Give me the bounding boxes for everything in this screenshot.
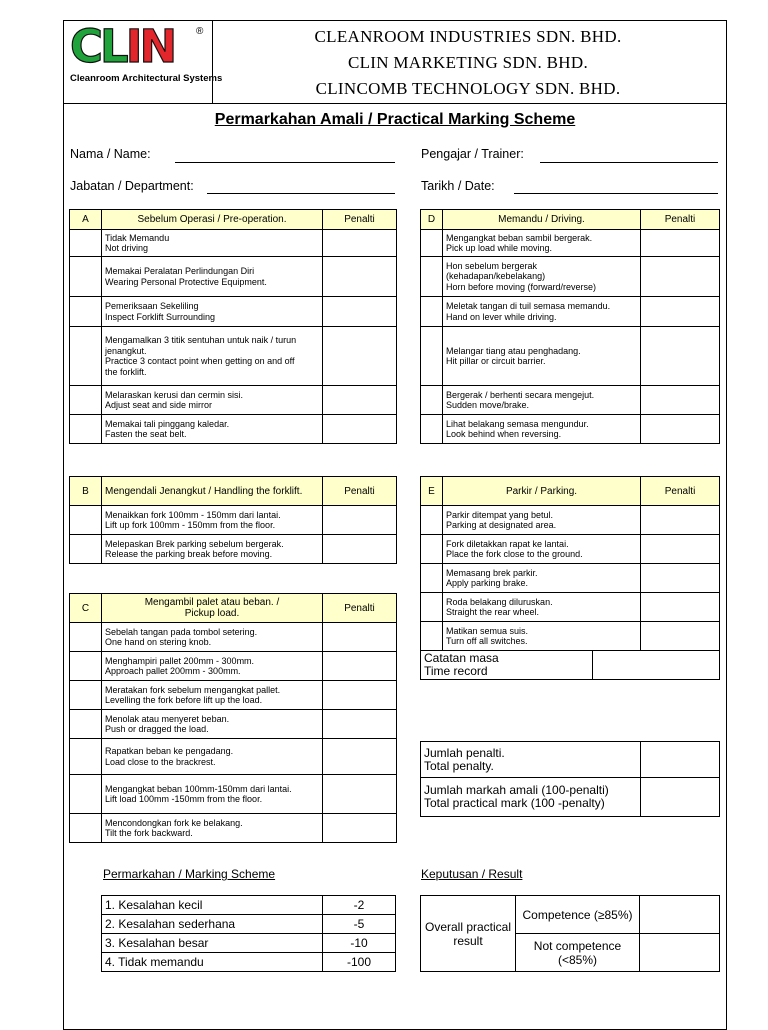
section-d-item: Melangar tiang atau penghadang. Hit pillar or circuit barrier. (443, 327, 641, 386)
company-name-2: CLIN MARKETING SDN. BHD. (347, 53, 588, 72)
section-a-item: Memakai tali pinggang kaledar. Fasten the seat belt. (102, 415, 323, 444)
section-c-item: Menghampiri pallet 200mm - 300mm. Approach pallet 200mm - 300mm. (102, 652, 323, 681)
penalty-cell[interactable] (323, 327, 397, 386)
section-a-penalty-header: Penalti (323, 210, 397, 230)
department-label: Jabatan / Department: (70, 179, 194, 193)
logo-reg-mark: ® (196, 26, 204, 37)
marking-row-label: 4. Tidak memandu (102, 953, 323, 972)
total-practical-field[interactable] (641, 778, 720, 817)
total-penalty-field[interactable] (641, 742, 720, 778)
penalty-cell[interactable] (323, 681, 397, 710)
department-field[interactable] (207, 193, 395, 194)
section-a-item: Mengamalkan 3 titik sentuhan untuk naik / turun jenangkut. Practice 3 contact point when getting on and off the forklift. (102, 327, 323, 386)
marking-row-value: -100 (323, 953, 396, 972)
penalty-cell[interactable] (641, 506, 720, 535)
marking-row-value: -2 (323, 896, 396, 915)
section-d-item: Lihat belakang semasa mengundur. Look behind when reversing. (443, 415, 641, 444)
section-e-item: Matikan semua suis. Turn off all switches. (443, 622, 641, 651)
section-a-title: Sebelum Operasi / Pre-operation. (102, 210, 323, 230)
company-name-3: CLINCOMB TECHNOLOGY SDN. BHD. (315, 79, 621, 98)
result-label: Keputusan / Result (421, 867, 523, 881)
result-table (420, 895, 720, 972)
penalty-cell[interactable] (641, 297, 720, 327)
penalty-cell[interactable] (323, 775, 397, 814)
section-e-item: Parkir ditempat yang betul. Parking at designated area. (443, 506, 641, 535)
penalty-cell[interactable] (641, 386, 720, 415)
section-b-title: Mengendali Jenangkut / Handling the forklift. (102, 477, 323, 506)
marking-scheme-table (101, 895, 396, 972)
marking-row-value: -5 (323, 915, 396, 934)
section-c-item: Mengangkat beban 100mm-150mm dari lantai. Lift load 100mm -150mm from the floor. (102, 775, 323, 814)
section-c-table (69, 593, 397, 843)
penalty-cell[interactable] (641, 622, 720, 651)
section-c-item: Meratakan fork sebelum mengangkat pallet. Levelling the fork before lift up the load. (102, 681, 323, 710)
section-e-letter: E (421, 477, 443, 506)
penalty-cell[interactable] (641, 257, 720, 297)
marking-row-label: 2. Kesalahan sederhana (102, 915, 323, 934)
section-c-item: Sebelah tangan pada tombol setering. One hand on stering knob. (102, 623, 323, 652)
section-c-penalty-header: Penalti (323, 594, 397, 623)
company-name-1: CLEANROOM INDUSTRIES SDN. BHD. (314, 27, 622, 46)
time-record-label: Catatan masa Time record (421, 651, 593, 680)
section-d-penalty-header: Penalti (641, 210, 720, 230)
total-practical-label: Jumlah markah amali (100-penalti) Total practical mark (100 -penalty) (421, 778, 641, 817)
section-d-title: Memandu / Driving. (443, 210, 641, 230)
section-d-item: Bergerak / berhenti secara mengejut. Sudden move/brake. (443, 386, 641, 415)
totals-table (420, 741, 720, 817)
page-title: Permarkahan Amali / Practical Marking Scheme (214, 111, 576, 128)
header-bottom-line (63, 103, 727, 104)
penalty-cell[interactable] (323, 257, 397, 297)
section-a-item: Memakai Peralatan Perlindungan Diri Wearing Personal Protective Equipment. (102, 257, 323, 297)
section-a-item: Tidak Memandu Not driving (102, 230, 323, 257)
penalty-cell[interactable] (641, 535, 720, 564)
penalty-cell[interactable] (323, 623, 397, 652)
section-d-letter: D (421, 210, 443, 230)
overall-result-label: Overall practical result (421, 896, 516, 972)
section-c-item: Rapatkan beban ke pengadang. Load close to the brackrest. (102, 739, 323, 775)
marking-scheme-label: Permarkahan / Marking Scheme (103, 867, 276, 881)
section-c-item: Mencondongkan fork ke belakang. Tilt the fork backward. (102, 814, 323, 843)
penalty-cell[interactable] (323, 506, 397, 535)
section-b-item: Melepaskan Brek parking sebelum bergerak. Release the parking break before moving. (102, 535, 323, 564)
penalty-cell[interactable] (323, 415, 397, 444)
section-a-item: Pemeriksaan Sekeliling Inspect Forklift Surrounding (102, 297, 323, 327)
penalty-cell[interactable] (323, 814, 397, 843)
penalty-cell[interactable] (323, 386, 397, 415)
trainer-label: Pengajar / Trainer: (421, 147, 524, 161)
penalty-cell[interactable] (641, 230, 720, 257)
section-b-letter: B (70, 477, 102, 506)
section-e-penalty-header: Penalti (641, 477, 720, 506)
clin-logo (70, 20, 223, 96)
section-d-item: Hon sebelum bergerak (kehadapan/kebelakang) Horn before moving (forward/reverse) (443, 257, 641, 297)
section-d-item: Mengangkat beban sambil bergerak. Pick up load while moving. (443, 230, 641, 257)
penalty-cell[interactable] (323, 739, 397, 775)
not-competence-label: Not competence (<85%) (516, 934, 640, 972)
section-d-table (420, 209, 720, 444)
section-d-item: Meletak tangan di tuil semasa memandu. Hand on lever while driving. (443, 297, 641, 327)
section-b-item: Menaikkan fork 100mm - 150mm dari lantai. Lift up fork 100mm - 150mm from the floor. (102, 506, 323, 535)
date-label: Tarikh / Date: (421, 179, 495, 193)
penalty-cell[interactable] (323, 230, 397, 257)
section-c-title: Mengambil palet atau beban. / Pickup load. (102, 594, 323, 623)
time-record-field[interactable] (593, 651, 720, 680)
section-b-table (69, 476, 397, 564)
marking-row-label: 3. Kesalahan besar (102, 934, 323, 953)
trainer-field[interactable] (540, 162, 718, 163)
section-a-item: Melaraskan kerusi dan cermin sisi. Adjust seat and side mirror (102, 386, 323, 415)
section-a-letter: A (70, 210, 102, 230)
marking-row-label: 1. Kesalahan kecil (102, 896, 323, 915)
marking-row-value: -10 (323, 934, 396, 953)
section-e-item: Memasang brek parkir. Apply parking brake. (443, 564, 641, 593)
competence-label: Competence (≥85%) (516, 896, 640, 934)
penalty-cell[interactable] (323, 297, 397, 327)
logo-tagline: Cleanroom Architectural Systems (70, 73, 223, 84)
competence-checkbox[interactable] (640, 896, 720, 934)
section-e-item: Fork diletakkan rapat ke lantai. Place the fork close to the ground. (443, 535, 641, 564)
name-field[interactable] (175, 162, 395, 163)
penalty-cell[interactable] (641, 593, 720, 622)
header-divider (212, 20, 213, 103)
penalty-cell[interactable] (641, 564, 720, 593)
date-field[interactable] (514, 193, 718, 194)
name-label: Nama / Name: (70, 147, 151, 161)
penalty-cell[interactable] (641, 415, 720, 444)
section-c-letter: C (70, 594, 102, 623)
penalty-cell[interactable] (323, 535, 397, 564)
section-e-table (420, 476, 720, 680)
total-penalty-label: Jumlah penalti. Total penalty. (421, 742, 641, 778)
section-c-item: Menolak atau menyeret beban. Push or dragged the load. (102, 710, 323, 739)
penalty-cell[interactable] (323, 652, 397, 681)
penalty-cell[interactable] (641, 327, 720, 386)
penalty-cell[interactable] (323, 710, 397, 739)
section-b-penalty-header: Penalti (323, 477, 397, 506)
section-a-table (69, 209, 397, 444)
not-competence-checkbox[interactable] (640, 934, 720, 972)
section-e-item: Roda belakang diluruskan. Straight the rear wheel. (443, 593, 641, 622)
section-e-title: Parkir / Parking. (443, 477, 641, 506)
logo-text: CLIN (70, 20, 175, 73)
